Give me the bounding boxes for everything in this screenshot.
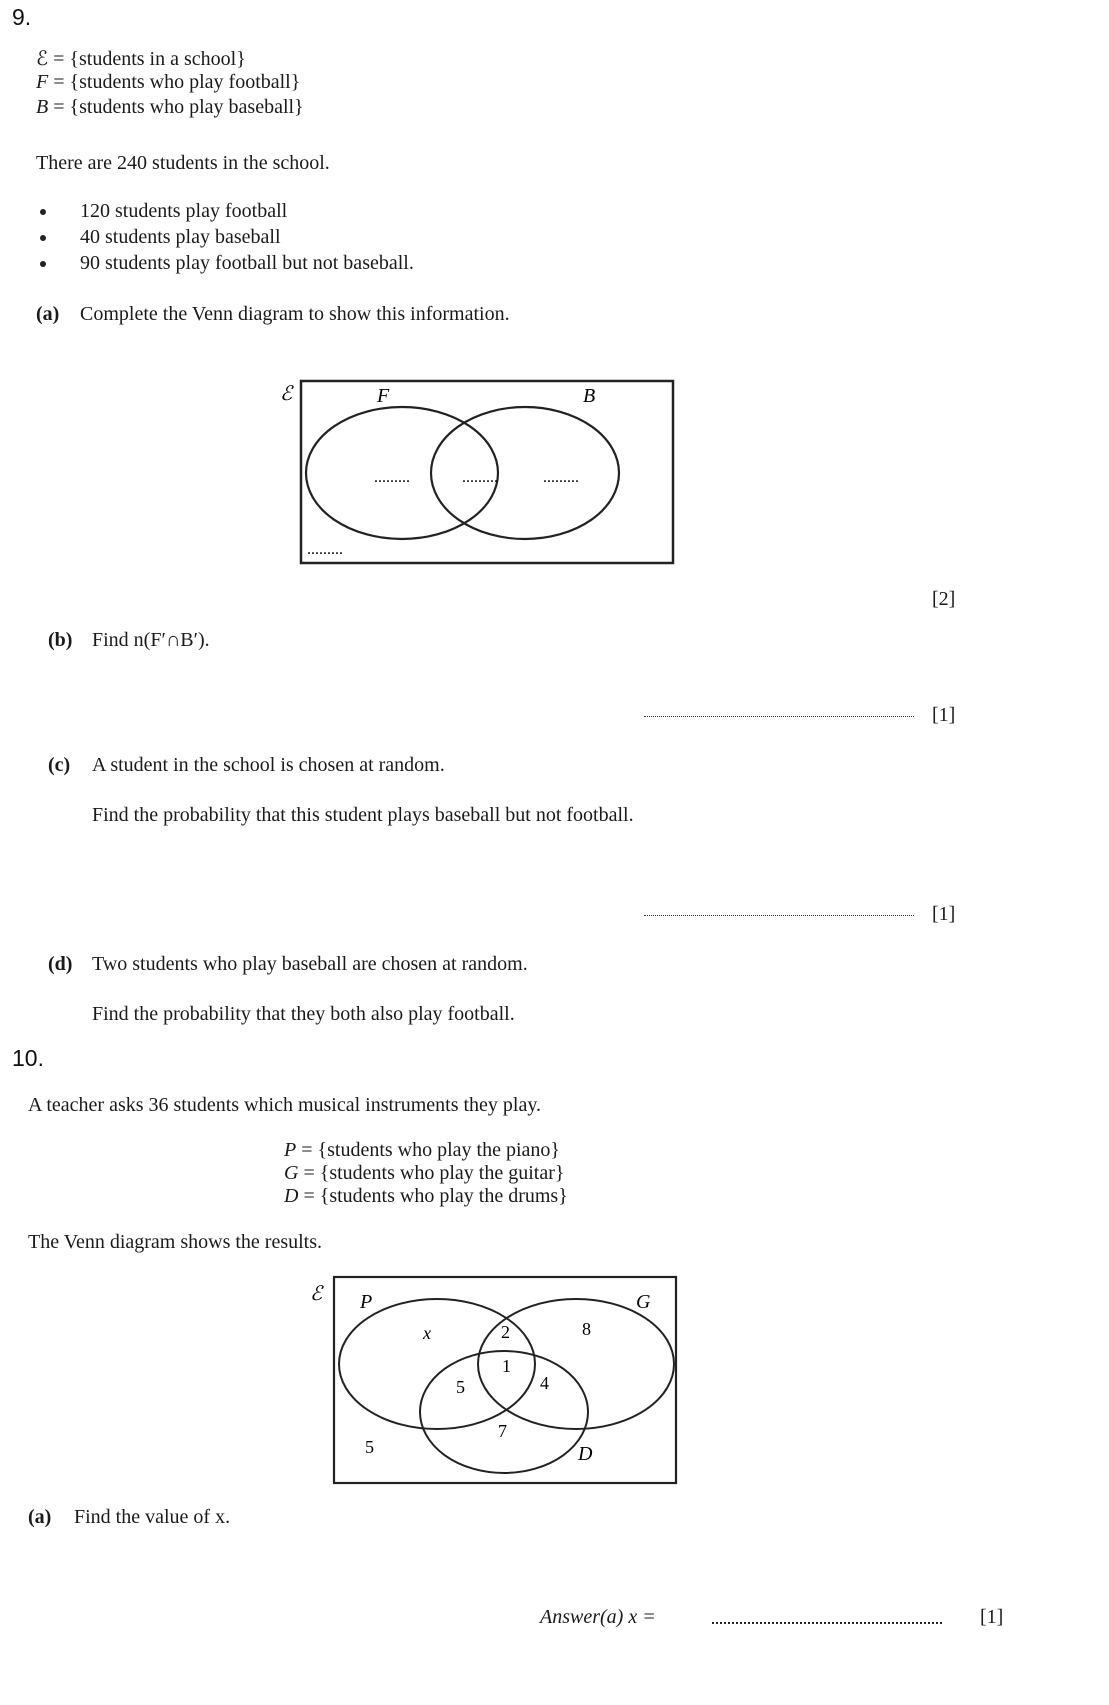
q9a-label: (a)	[36, 303, 60, 325]
q10-label-p: P	[360, 1291, 373, 1313]
q9c-answer-line[interactable]	[644, 915, 914, 916]
q10-set-g: G = {students who play the guitar}	[284, 1162, 565, 1184]
q9c-marks: [1]	[932, 903, 956, 925]
q9-blank-intersection[interactable]: .........	[462, 469, 498, 486]
q9-set-universal: ℰ = {students in a school}	[36, 48, 246, 70]
q10-venn-diagram	[300, 1268, 680, 1490]
q9b-marks: [1]	[932, 704, 956, 726]
bullet-icon	[40, 209, 46, 215]
q9-bullet-1: 120 students play football	[80, 200, 288, 222]
q10-intro: A teacher asks 36 students which musical instruments they play.	[28, 1094, 542, 1116]
q9-bullet-2: 40 students play baseball	[80, 226, 281, 248]
q9a-marks: [2]	[932, 588, 956, 610]
q9-bullet-3: 90 students play football but not baseball.	[80, 252, 414, 274]
question-9-number: 9.	[12, 4, 32, 30]
q10-region-p-only: x	[423, 1323, 431, 1343]
q10-region-outside: 5	[365, 1437, 374, 1457]
q9-blank-f-only[interactable]: .........	[374, 469, 410, 486]
q9-universal-symbol: ℰ	[280, 383, 293, 405]
q9-set-f: F = {students who play football}	[36, 71, 301, 93]
q10-region-d-only: 7	[498, 1421, 507, 1441]
q10-region-p-g: 2	[501, 1322, 510, 1342]
q9-blank-outside[interactable]: .........	[307, 541, 343, 558]
q10a-answer-label: Answer(a) x =	[540, 1606, 656, 1628]
q10-universal-symbol: ℰ	[310, 1283, 323, 1305]
q10-set-d: D = {students who play the drums}	[284, 1185, 568, 1207]
q10a-answer-line[interactable]	[712, 1622, 942, 1624]
bullet-icon	[40, 235, 46, 241]
q9-label-b: B	[583, 385, 596, 407]
q9-blank-b-only[interactable]: .........	[543, 469, 579, 486]
q10-region-g-only: 8	[582, 1319, 591, 1339]
q9b-text: Find n(F′∩B′).	[92, 629, 210, 651]
q10-venn-caption: The Venn diagram shows the results.	[28, 1231, 323, 1253]
q10-label-d: D	[578, 1443, 593, 1465]
bullet-icon	[40, 261, 46, 267]
q10a-label: (a)	[28, 1506, 52, 1528]
q9b-label: (b)	[48, 629, 73, 651]
q10-set-p: P = {students who play the piano}	[284, 1139, 560, 1161]
q9d-text-1: Two students who play baseball are chosen at random.	[92, 953, 528, 975]
q10a-text: Find the value of x.	[74, 1506, 231, 1528]
q9c-text-2: Find the probability that this student plays baseball but not football.	[92, 804, 634, 826]
q10-region-p-d: 5	[456, 1377, 465, 1397]
q10a-marks: [1]	[980, 1606, 1004, 1628]
q10-label-g: G	[636, 1291, 651, 1313]
q9-venn-diagram	[270, 370, 690, 570]
q9a-text: Complete the Venn diagram to show this information.	[80, 303, 510, 325]
q10-region-g-d: 4	[540, 1373, 549, 1393]
q9-label-f: F	[377, 385, 390, 407]
q9d-text-2: Find the probability that they both also play football.	[92, 1003, 515, 1025]
q9d-label: (d)	[48, 953, 73, 975]
q9c-text-1: A student in the school is chosen at random.	[92, 754, 445, 776]
q9b-answer-line[interactable]	[644, 716, 914, 717]
q9-set-b: B = {students who play baseball}	[36, 96, 304, 118]
q9-circle-b	[431, 407, 619, 539]
q10-region-all: 1	[502, 1356, 511, 1376]
question-10-number: 10.	[12, 1045, 44, 1071]
q9c-label: (c)	[48, 754, 71, 776]
q9-intro: There are 240 students in the school.	[36, 152, 330, 174]
